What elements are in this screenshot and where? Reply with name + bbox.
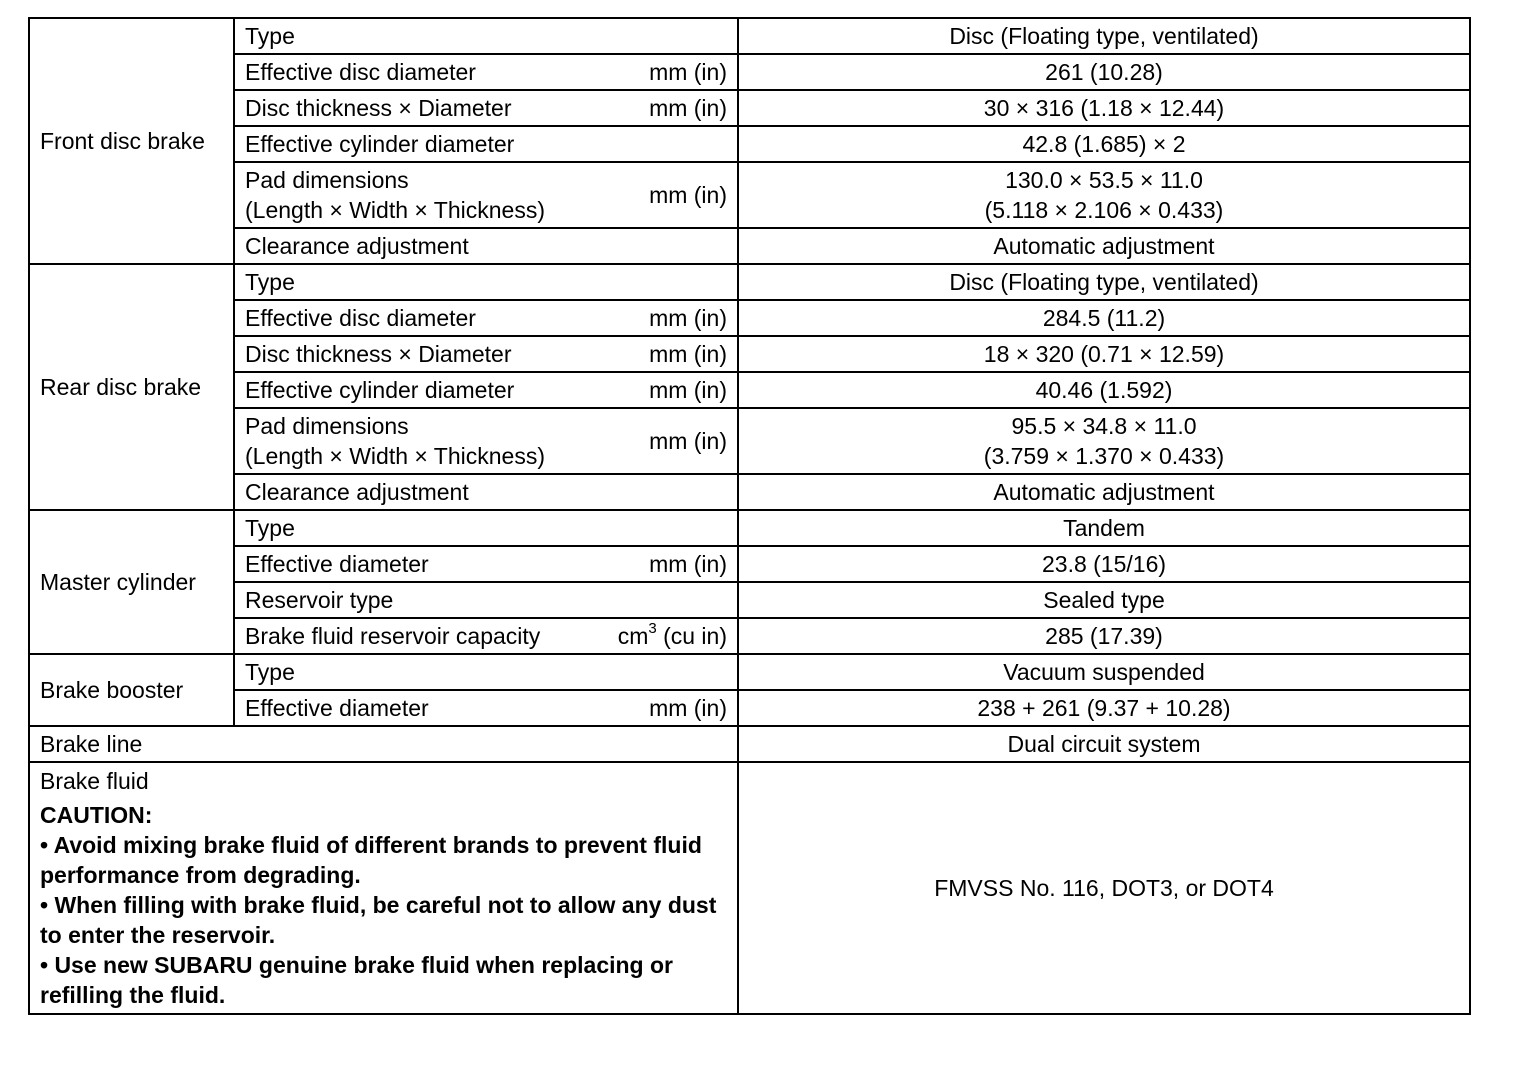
value-cell: 40.46 (1.592): [738, 372, 1470, 408]
item-label: Effective disc diameter: [245, 305, 476, 331]
item-cell: [234, 618, 738, 654]
item-cell: [234, 336, 738, 372]
item-cell: [234, 546, 738, 582]
value-cell: Tandem: [738, 510, 1470, 546]
item-label: Disc thickness × Diameter: [245, 95, 512, 121]
item-label: Type: [245, 659, 295, 685]
unit-label: mm (in): [649, 305, 727, 331]
unit-label: mm (in): [649, 182, 727, 208]
table-row: [29, 408, 1470, 474]
unit-superscript: 3: [648, 620, 657, 638]
value-line: 130.0 × 53.5 × 11.0: [1005, 167, 1203, 193]
item-cell: [234, 264, 738, 300]
caution-bullet: • Use new SUBARU genuine brake fluid when replacing or refilling the fluid.: [40, 952, 673, 1008]
unit-rest: (cu in): [656, 623, 727, 649]
item-label: Effective diameter: [245, 695, 429, 721]
table-row: [29, 126, 1470, 162]
table-row: [29, 654, 1470, 690]
table-row: [29, 372, 1470, 408]
value-cell: 23.8 (15/16): [738, 546, 1470, 582]
value-cell: Dual circuit system: [738, 726, 1470, 762]
unit-label: mm (in): [649, 551, 727, 577]
table-row: [29, 618, 1470, 654]
item-label: Reservoir type: [245, 587, 394, 613]
group-label-brake-booster: Brake booster: [29, 654, 234, 726]
item-cell: [234, 126, 738, 162]
item-label: Pad dimensions: [245, 413, 409, 439]
brake-specifications-table: [28, 17, 1471, 1015]
table-row: [29, 228, 1470, 264]
item-cell: [234, 474, 738, 510]
item-cell: [234, 582, 738, 618]
group-label-brake-fluid: Brake fluid: [40, 768, 149, 794]
value-cell: Automatic adjustment: [738, 474, 1470, 510]
unit-label: mm (in): [649, 341, 727, 367]
value-cell: 284.5 (11.2): [738, 300, 1470, 336]
table-row: [29, 18, 1470, 54]
table-row: [29, 90, 1470, 126]
brake-fluid-cell: [29, 762, 738, 1014]
value-cell: 30 × 316 (1.18 × 12.44): [738, 90, 1470, 126]
item-cell: [234, 654, 738, 690]
table-row: [29, 54, 1470, 90]
item-cell: [234, 54, 738, 90]
item-label: Effective disc diameter: [245, 59, 476, 85]
unit-base: cm: [617, 623, 649, 649]
value-cell: Vacuum suspended: [738, 654, 1470, 690]
table-row: [29, 690, 1470, 726]
value-line: 95.5 × 34.8 × 11.0: [1011, 413, 1197, 439]
value-cell: [738, 162, 1470, 228]
value-cell: FMVSS No. 116, DOT3, or DOT4: [738, 762, 1470, 1014]
unit-label: mm (in): [649, 59, 727, 85]
group-label-master-cylinder: Master cylinder: [29, 510, 234, 654]
item-cell: [234, 90, 738, 126]
item-label: Type: [245, 515, 295, 541]
value-cell: Sealed type: [738, 582, 1470, 618]
item-cell: [234, 300, 738, 336]
item-cell: [234, 372, 738, 408]
item-label: Clearance adjustment: [245, 479, 469, 505]
value-cell: [738, 408, 1470, 474]
table-row: [29, 300, 1470, 336]
value-cell: 261 (10.28): [738, 54, 1470, 90]
item-label: Effective cylinder diameter: [245, 377, 515, 403]
item-label-block: [245, 165, 545, 225]
table-row: [29, 546, 1470, 582]
table-row: [29, 162, 1470, 228]
item-label: Clearance adjustment: [245, 233, 469, 259]
item-cell: [234, 408, 738, 474]
unit-label: mm (in): [649, 428, 727, 454]
item-label-sub: (Length × Width × Thickness): [245, 197, 545, 223]
item-label: Effective diameter: [245, 551, 429, 577]
value-line-sub: (5.118 × 2.106 × 0.433): [984, 197, 1224, 223]
group-label-brake-line: Brake line: [29, 726, 738, 762]
value-cell: Disc (Floating type, ventilated): [738, 264, 1470, 300]
item-label-sub: (Length × Width × Thickness): [245, 443, 545, 469]
caution-bullet: • When filling with brake fluid, be careful not to allow any dust to enter the reservoir.: [40, 892, 717, 948]
value-cell: 238 + 261 (9.37 + 10.28): [738, 690, 1470, 726]
unit-label: [618, 621, 727, 651]
table-row: [29, 264, 1470, 300]
caution-heading: CAUTION:: [40, 802, 153, 828]
caution-bullet: • Avoid mixing brake fluid of different brands to prevent fluid performance from degrading.: [40, 832, 702, 888]
value-cell: 285 (17.39): [738, 618, 1470, 654]
table-row: [29, 510, 1470, 546]
item-cell: [234, 18, 738, 54]
group-label-rear-disc-brake: Rear disc brake: [29, 264, 234, 510]
table-row: [29, 582, 1470, 618]
unit-label: mm (in): [649, 695, 727, 721]
table-row: [29, 726, 1470, 762]
value-cell: 42.8 (1.685) × 2: [738, 126, 1470, 162]
table-row: [29, 474, 1470, 510]
value-cell: 18 × 320 (0.71 × 12.59): [738, 336, 1470, 372]
item-cell: [234, 162, 738, 228]
value-cell: Disc (Floating type, ventilated): [738, 18, 1470, 54]
table-row: [29, 336, 1470, 372]
item-cell: [234, 228, 738, 264]
item-label: Effective cylinder diameter: [245, 131, 515, 157]
value-cell: Automatic adjustment: [738, 228, 1470, 264]
group-label-front-disc-brake: Front disc brake: [29, 18, 234, 264]
item-label: Disc thickness × Diameter: [245, 341, 512, 367]
item-label: Pad dimensions: [245, 167, 409, 193]
unit-label: mm (in): [649, 95, 727, 121]
item-label: Type: [245, 23, 295, 49]
item-label: Brake fluid reservoir capacity: [245, 623, 541, 649]
item-cell: [234, 690, 738, 726]
table-row: [29, 762, 1470, 1014]
item-cell: [234, 510, 738, 546]
caution-block: [40, 800, 727, 1010]
value-line-sub: (3.759 × 1.370 × 0.433): [983, 443, 1225, 469]
unit-label: mm (in): [649, 377, 727, 403]
item-label: Type: [245, 269, 295, 295]
item-label-block: [245, 411, 545, 471]
